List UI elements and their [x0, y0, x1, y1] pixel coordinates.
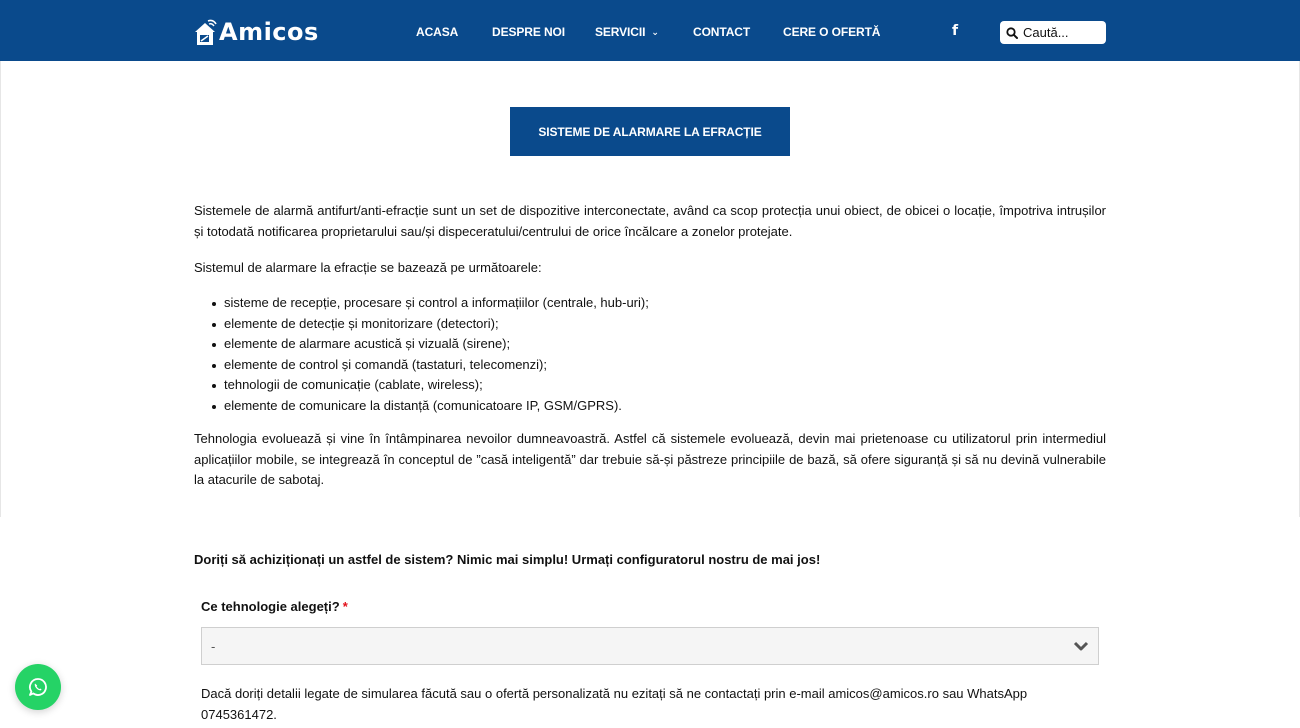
list-item: sisteme de recepție, procesare și control a informațiilor (centrale, hub-uri); — [224, 293, 649, 314]
required-mark: * — [342, 599, 348, 614]
list-item: elemente de control și comandă (tastaturi, telecomenzi); — [224, 355, 649, 376]
chevron-down-icon — [1073, 640, 1089, 652]
nav-item-cere-oferta[interactable]: CERE O OFERTĂ — [783, 25, 881, 39]
search-icon — [1006, 27, 1018, 39]
nav-item-despre-noi[interactable]: DESPRE NOI — [492, 25, 566, 39]
house-logo-icon — [194, 18, 218, 46]
search-input[interactable] — [1023, 25, 1101, 40]
site-header — [0, 0, 1300, 61]
list-item: elemente de alarmare acustică și vizuală (sirene); — [224, 334, 649, 355]
list-item: tehnologii de comunicație (cablate, wireless); — [224, 375, 649, 396]
configurator-cta: Doriți să achiziționați un astfel de sistem? Nimic mai simplu! Urmați configuratorul nostru de mai jos! — [194, 552, 821, 567]
intro-paragraph: Sistemele de alarmă antifurt/anti-efracție sunt un set de dispozitive interconectate, având ca scop protecția unui obiect, de obicei o locație, împotriva intrușilor și totodată notificarea proprietarului sau/și dispeceratului/centrului de orice încălcare a zonelor protejate. — [194, 203, 1106, 239]
list-intro-paragraph: Sistemul de alarmare la efracție se bazează pe următoarele: — [194, 260, 542, 275]
chevron-down-icon: ⌄ — [651, 27, 659, 37]
whatsapp-button[interactable] — [15, 664, 61, 710]
logo-text: Amicos — [219, 18, 319, 46]
technology-paragraph: Tehnologia evoluează și vine în întâmpinarea nevoilor dumneavoastră. Astfel că sistemele evoluează, devin mai prietenoase cu utilizatorul prin intermediul aplicațiilor mobile, se integrează în conceptul de ”casă inteligentă” dar trebuie să-și păstreze principiile de bază, să ofere siguranță și să nu devină vulnerabile la atacurile de sabotaj. — [194, 431, 1106, 487]
contact-paragraph: Dacă doriți detalii legate de simularea făcută sau o ofertă personalizată nu ezitați să ne contactați prin e-mail amicos@amicos.ro sau WhatsApp 0745361472. — [201, 686, 1028, 722]
nav-item-contact[interactable]: CONTACT — [693, 25, 751, 39]
section-title-button[interactable]: SISTEME DE ALARMARE LA EFRACȚIE — [510, 107, 790, 156]
site-logo[interactable] — [194, 14, 319, 46]
components-list — [224, 293, 649, 417]
question-text: Ce tehnologie alegeți? — [201, 599, 340, 614]
nav-item-servicii[interactable] — [595, 25, 659, 39]
technology-select[interactable] — [201, 627, 1099, 665]
select-value: - — [211, 638, 216, 654]
facebook-icon[interactable]: f — [952, 23, 959, 39]
list-item: elemente de detecție și monitorizare (detectori); — [224, 314, 649, 335]
nav-item-servicii-label: SERVICII — [595, 25, 646, 39]
search-box[interactable] — [1000, 21, 1106, 44]
nav-item-acasa[interactable]: ACASA — [416, 25, 459, 39]
list-item: elemente de comunicare la distanță (comunicatoare IP, GSM/GPRS). — [224, 396, 649, 417]
technology-question-label — [201, 599, 348, 614]
whatsapp-icon — [28, 677, 48, 697]
